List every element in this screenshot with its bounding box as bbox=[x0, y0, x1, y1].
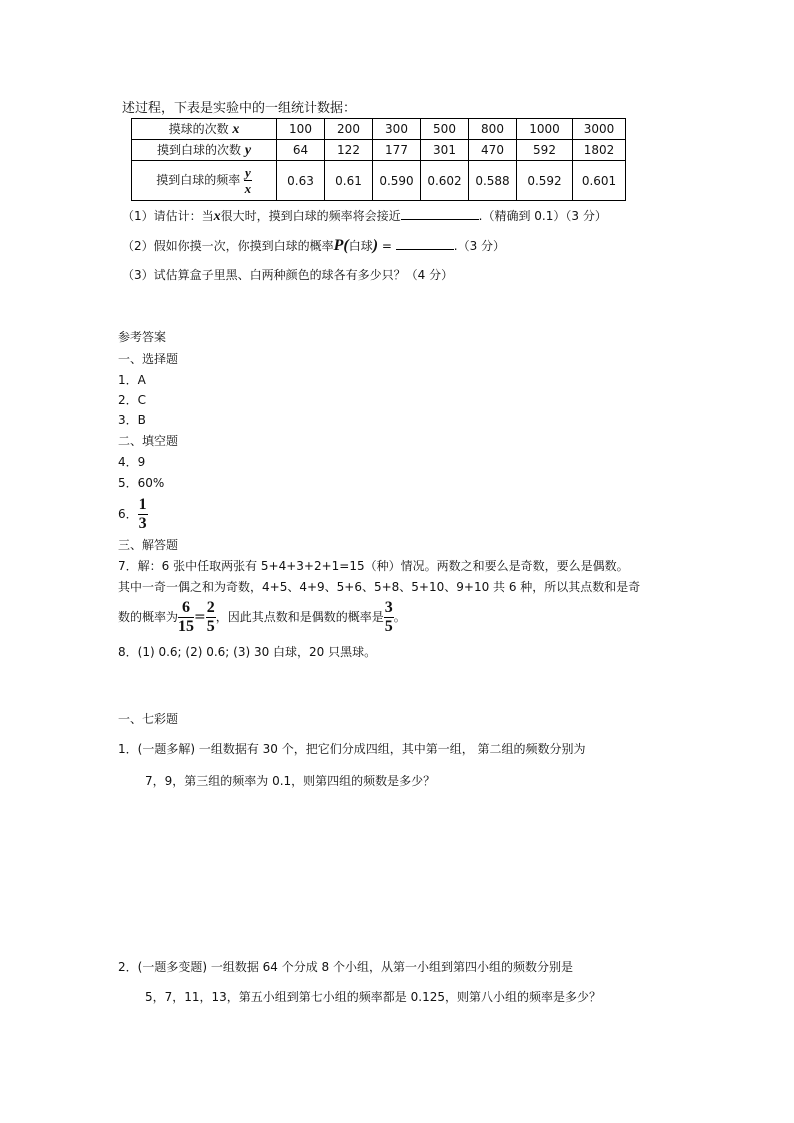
answer-item-6: 6． $\frac{1}{3}$ bbox=[118, 496, 147, 532]
table-cell: 177 bbox=[373, 140, 421, 161]
table-row-counts bbox=[132, 119, 626, 140]
table-cell: 470 bbox=[469, 140, 517, 161]
fraction-2-5: $\frac{2}{5}$ bbox=[206, 599, 215, 635]
intro-text: 述过程，下表是实验中的一组统计数据： bbox=[122, 101, 357, 116]
row-label-frequency: 摸到白球的频率 $\frac{y}{x}$ bbox=[132, 161, 277, 201]
answer-item: 3．B bbox=[118, 413, 146, 427]
table-cell: 301 bbox=[421, 140, 469, 161]
one-third-fraction: $\frac{1}{3}$ bbox=[138, 496, 147, 532]
table-cell: 200 bbox=[325, 119, 373, 140]
table-cell: 0.588 bbox=[469, 161, 517, 201]
fraction-6-15: $\frac{6}{15}$ bbox=[178, 599, 195, 635]
qicai-problem-1-line-1: 1．(一题多解) 一组数据有 30 个，把它们分成四组，其中第一组， 第二组的频数分别为 bbox=[118, 742, 586, 756]
table-cell: 1802 bbox=[573, 140, 626, 161]
table-cell: 0.63 bbox=[277, 161, 325, 201]
table-cell: 3000 bbox=[573, 119, 626, 140]
table-cell: 122 bbox=[325, 140, 373, 161]
table-cell: 592 bbox=[517, 140, 573, 161]
section-heading: 三、解答题 bbox=[118, 538, 179, 552]
table-row-white bbox=[132, 140, 626, 161]
yx-fraction: $\frac{y}{x}$ bbox=[244, 165, 252, 196]
statistics-table bbox=[131, 118, 626, 201]
qicai-problem-2-line-2: 5，7，11，13，第五小组到第七小组的频率都是 0.125，则第八小组的频率是多少？ bbox=[145, 990, 601, 1004]
table-cell: 1000 bbox=[517, 119, 573, 140]
row-label-white: 摸到白球的次数 y bbox=[132, 140, 277, 161]
qicai-title: 一、七彩题 bbox=[118, 712, 179, 726]
row-label-counts: 摸球的次数 x bbox=[132, 119, 277, 140]
table-cell: 0.601 bbox=[573, 161, 626, 201]
answer-item: 1．A bbox=[118, 373, 146, 387]
answer-item: 8．(1) 0.6; (2) 0.6; (3) 30 白球，20 只黑球。 bbox=[118, 645, 377, 659]
table-cell: 500 bbox=[421, 119, 469, 140]
table-cell: 0.61 bbox=[325, 161, 373, 201]
table-cell: 800 bbox=[469, 119, 517, 140]
answer-blank bbox=[396, 237, 454, 250]
table-cell: 64 bbox=[277, 140, 325, 161]
answer-blank bbox=[401, 207, 479, 220]
table-cell: 0.602 bbox=[421, 161, 469, 201]
question-3: （3）试估算盒子里黑、白两种颜色的球各有多少只？（4 分） bbox=[122, 268, 454, 282]
qicai-problem-2-line-1: 2．(一题多变题) 一组数据 64 个分成 8 个小组，从第一小组到第四小组的频数分别是 bbox=[118, 960, 573, 974]
answer-7-line-2: 其中一奇一偶之和为奇数，4+5、4+9、5+6、5+8、5+10、9+10 共 6 种，所以其点数和是奇 bbox=[118, 580, 641, 594]
answers-title: 参考答案 bbox=[118, 330, 167, 344]
table-row-frequency bbox=[132, 161, 626, 201]
answer-7-line-1: 7．解：6 张中任取两张有 5+4+3+2+1=15（种）情况。两数之和要么是奇数，要么是偶数。 bbox=[118, 559, 629, 573]
table-cell: 0.590 bbox=[373, 161, 421, 201]
section-heading: 二、填空题 bbox=[118, 434, 179, 448]
fraction-3-5: $\frac{3}{5}$ bbox=[384, 599, 393, 635]
question-2: （2）假如你摸一次，你摸到白球的概率P(白球) = .（3 分） bbox=[122, 237, 506, 254]
answer-item: 4．9 bbox=[118, 455, 146, 469]
table-cell: 300 bbox=[373, 119, 421, 140]
question-1: （1）请估计：当x很大时，摸到白球的频率将会接近 .（精确到 0.1）（3 分） bbox=[122, 209, 607, 224]
table-cell: 0.592 bbox=[517, 161, 573, 201]
answer-item: 5．60% bbox=[118, 476, 165, 490]
qicai-problem-1-line-2: 7，9，第三组的频率为 0.1，则第四组的频数是多少？ bbox=[145, 774, 436, 788]
table-cell: 100 bbox=[277, 119, 325, 140]
section-heading: 一、选择题 bbox=[118, 352, 179, 366]
answer-item: 2．C bbox=[118, 393, 147, 407]
answer-7-line-3: 数的概率为 $\frac{6}{15}$ = $\frac{2}{5}$ ，因此其点数和是偶数的概率是 $\frac{3}{5}$ 。 bbox=[118, 599, 406, 635]
